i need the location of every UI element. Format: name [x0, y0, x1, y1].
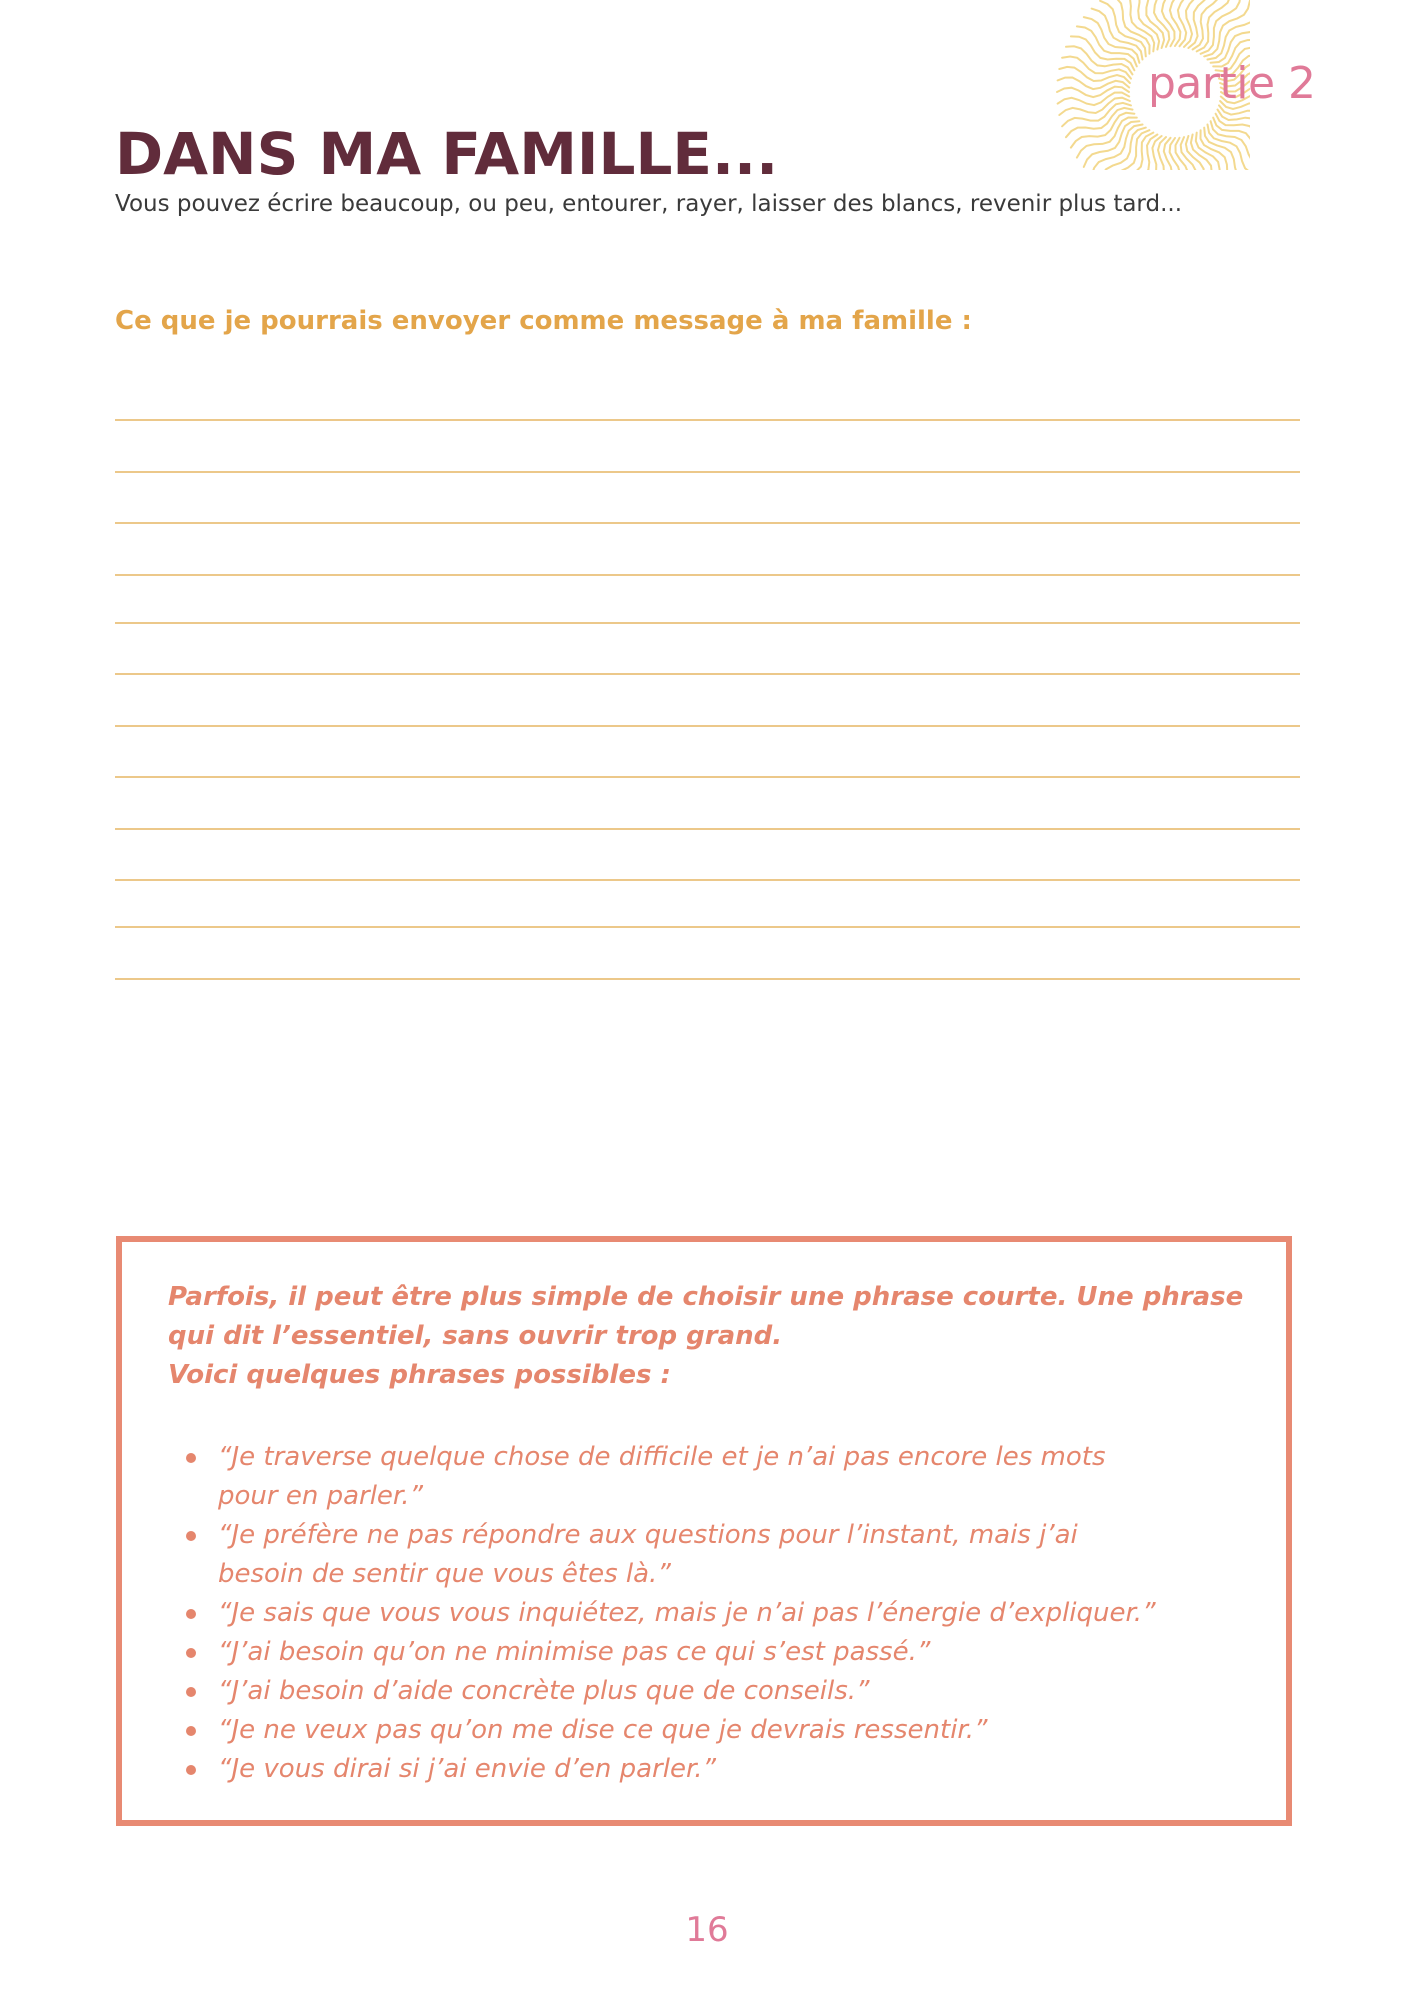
phrase-text: “Je préfère ne pas répondre aux questions pour l’instant, mais j’ai: [218, 1520, 1078, 1550]
bullet-icon: [186, 1531, 196, 1541]
phrase-text: “Je traverse quelque chose de difficile et je n’ai pas encore les mots: [218, 1442, 1106, 1472]
writing-line: [115, 574, 1300, 576]
phrase-item: [168, 1516, 1268, 1594]
phrase-item: [168, 1711, 1268, 1750]
writing-line: [115, 776, 1300, 778]
phrase-text: besoin de sentir que vous êtes là.”: [218, 1559, 671, 1589]
page-title: DANS MA FAMILLE...: [115, 120, 779, 188]
bullet-icon: [186, 1453, 196, 1463]
bullet-icon: [186, 1765, 196, 1775]
phrase-text: pour en parler.”: [218, 1481, 423, 1511]
phrase-text: “Je sais que vous vous inquiétez, mais je n’ai pas l’énergie d’expliquer.”: [218, 1598, 1156, 1628]
writing-line: [115, 673, 1300, 675]
phrase-item: [168, 1633, 1268, 1672]
writing-area[interactable]: [115, 0, 1300, 1000]
part-label: partie 2: [1148, 58, 1316, 109]
tip-intro-line: qui dit l’essentiel, sans ouvrir trop grand.: [168, 1321, 783, 1351]
writing-line: [115, 828, 1300, 830]
phrase-list: [168, 1438, 1268, 1789]
writing-line: [115, 978, 1300, 980]
tip-intro-line: Parfois, il peut être plus simple de choisir une phrase courte. Une phrase: [168, 1282, 1244, 1312]
writing-prompt: Ce que je pourrais envoyer comme message à ma famille :: [115, 306, 972, 336]
tip-intro: [168, 1278, 1258, 1395]
phrase-item: [168, 1594, 1268, 1633]
writing-line: [115, 725, 1300, 727]
phrase-item: [168, 1438, 1268, 1516]
page-subtitle: Vous pouvez écrire beaucoup, ou peu, entourer, rayer, laisser des blancs, revenir plus tard...: [115, 191, 1183, 217]
phrase-text: “Je vous dirai si j’ai envie d’en parler.”: [218, 1754, 716, 1784]
writing-line: [115, 879, 1300, 881]
tip-intro-line: Voici quelques phrases possibles :: [168, 1360, 671, 1390]
bullet-icon: [186, 1648, 196, 1658]
phrase-item: [168, 1672, 1268, 1711]
bullet-icon: [186, 1687, 196, 1697]
phrase-text: “J’ai besoin qu’on ne minimise pas ce qui s’est passé.”: [218, 1637, 931, 1667]
phrase-text: “J’ai besoin d’aide concrète plus que de conseils.”: [218, 1676, 870, 1706]
phrase-item: [168, 1750, 1268, 1789]
bullet-icon: [186, 1609, 196, 1619]
writing-line: [115, 471, 1300, 473]
writing-line: [115, 926, 1300, 928]
bullet-icon: [186, 1726, 196, 1736]
tip-box: [116, 1236, 1292, 1826]
writing-line: [115, 522, 1300, 524]
page-number: 16: [685, 1910, 729, 1950]
writing-line: [115, 622, 1300, 624]
writing-line: [115, 419, 1300, 421]
phrase-text: “Je ne veux pas qu’on me dise ce que je devrais ressentir.”: [218, 1715, 988, 1745]
